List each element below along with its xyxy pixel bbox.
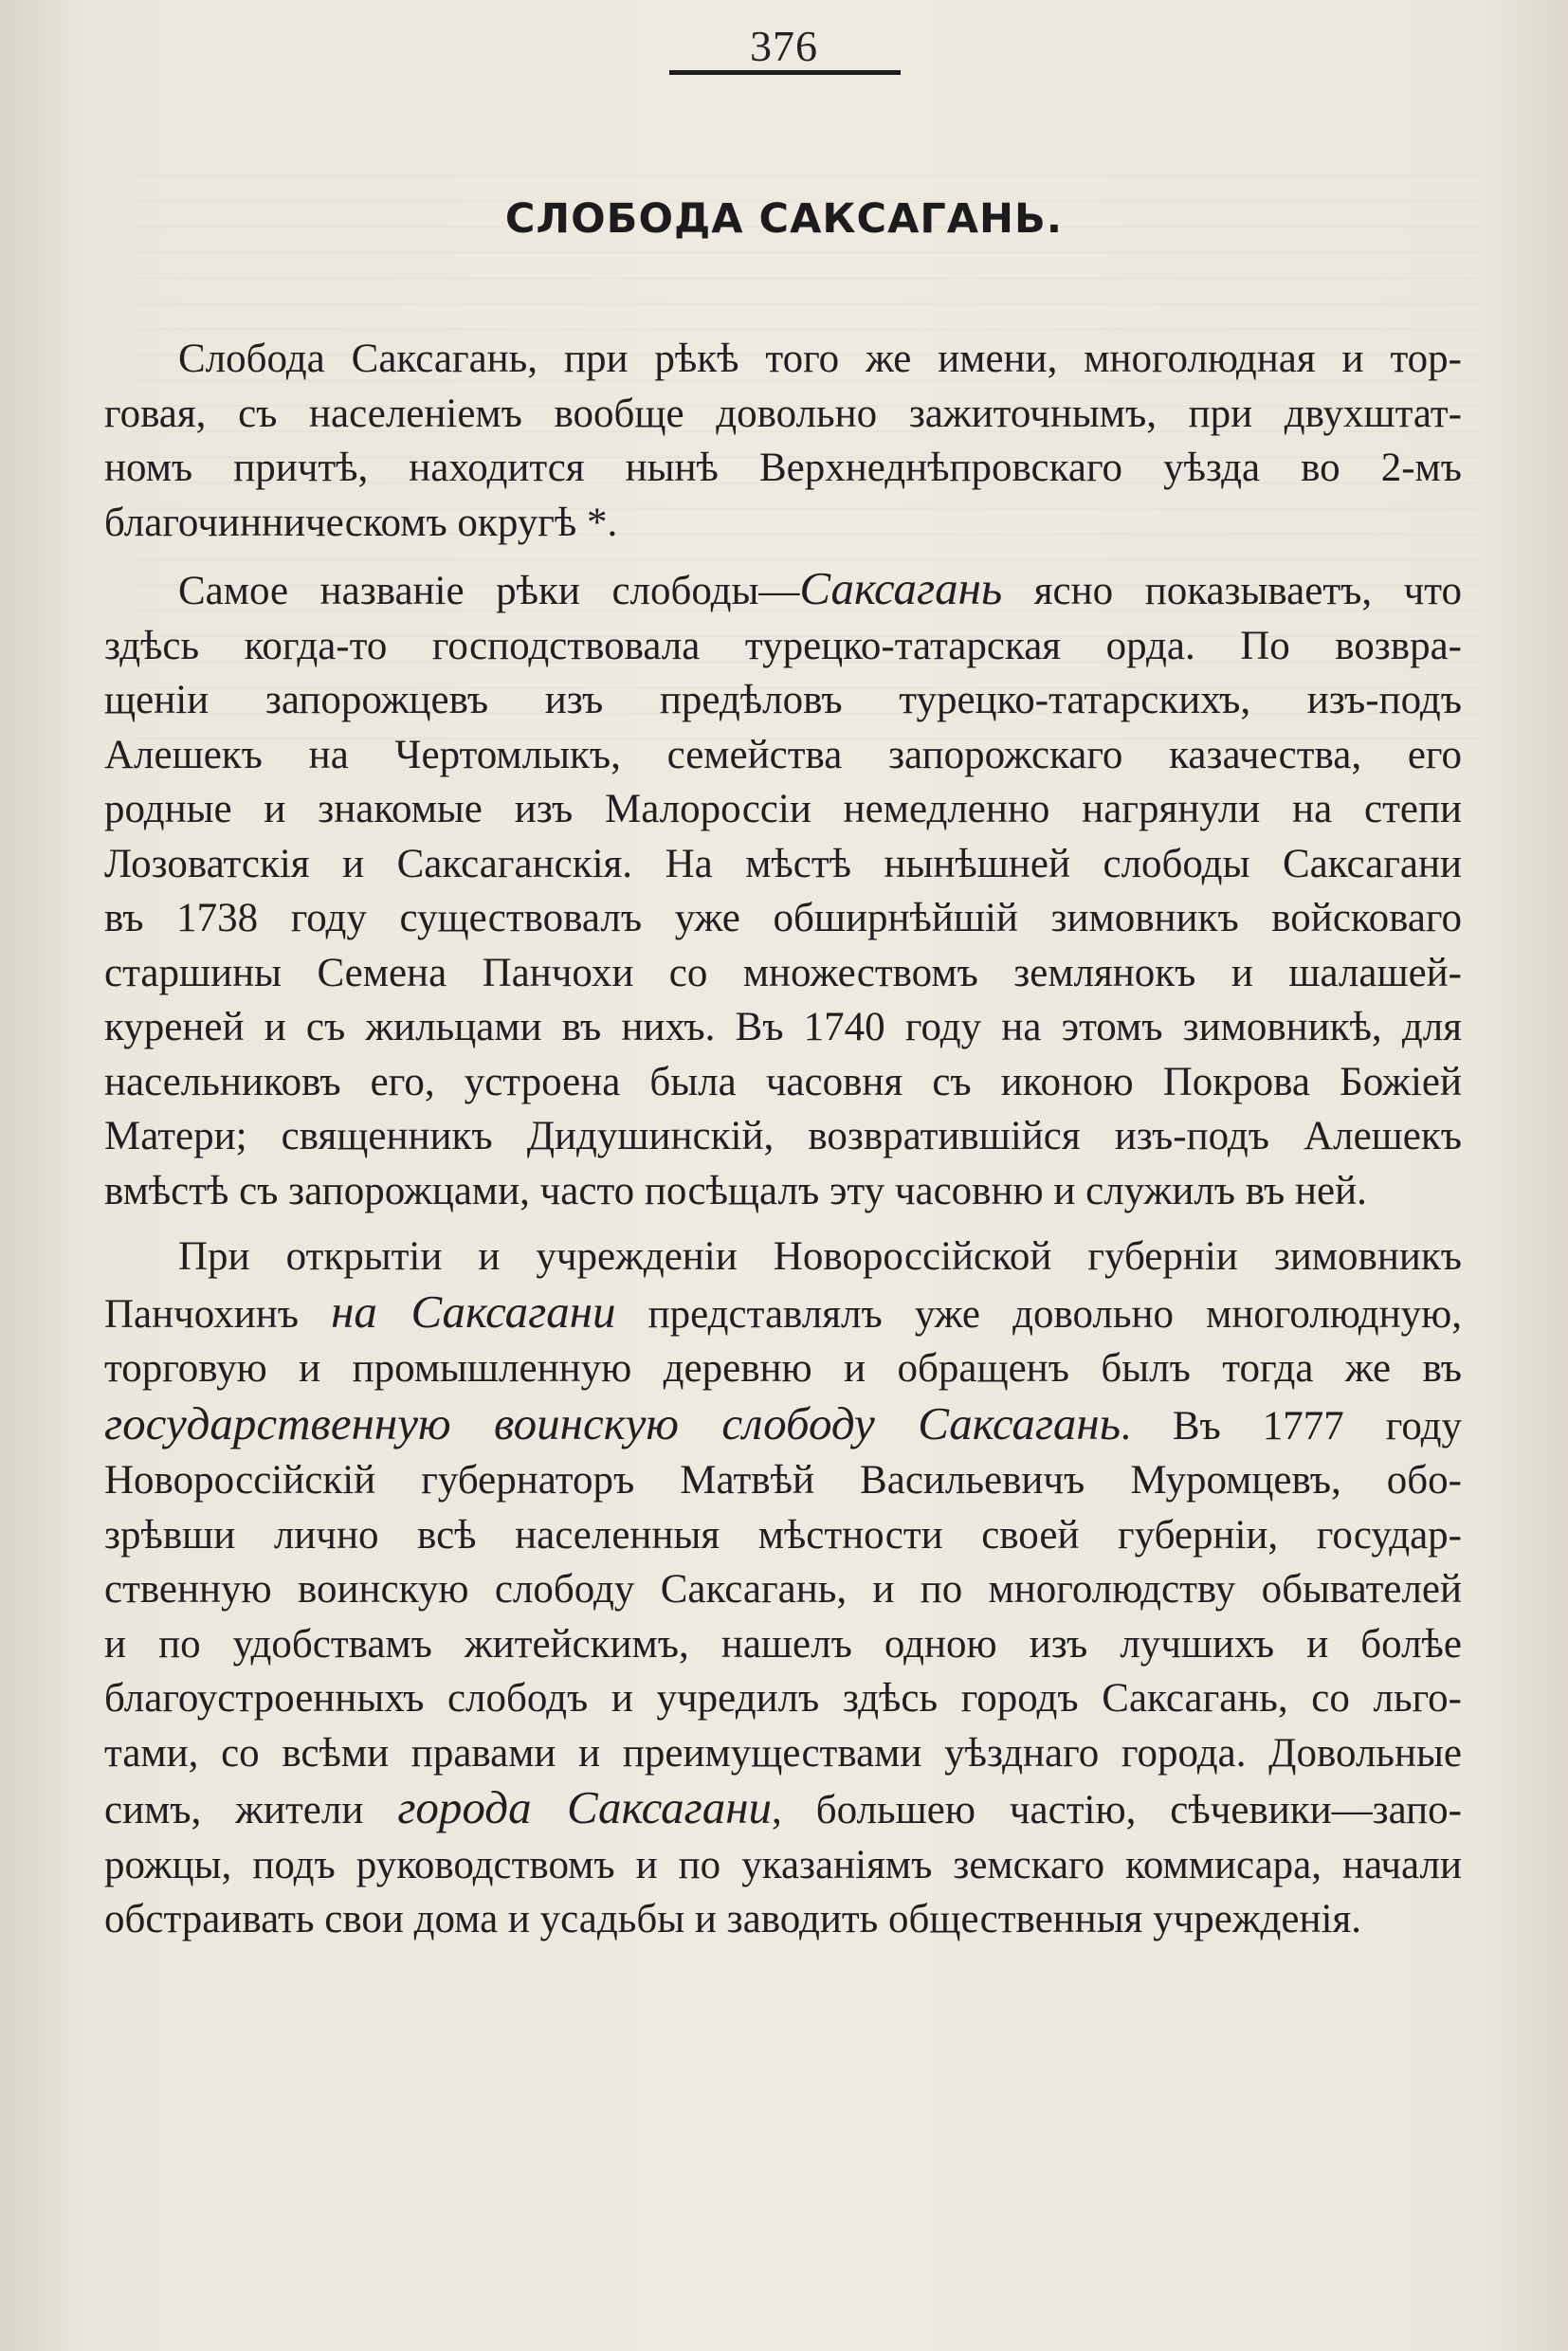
text-line (104, 837, 1462, 892)
text-line (104, 1838, 1462, 1893)
text-run: торговую и промышленную деревню и обращенъ былъ тогда же въ (104, 1346, 1462, 1391)
paragraph (104, 1230, 1462, 1947)
paragraph (104, 561, 1462, 1218)
text-run: обстраивать свои дома и усадьбы и заводить общественныя учрежденія. (104, 1897, 1361, 1941)
text-run: родные и знакомые изъ Малороссіи немедленно нагрянули на степи (104, 787, 1462, 831)
text-run: Матери; священникъ Дидушинскій, возвратившійся изъ-подъ Алешекъ (104, 1114, 1462, 1158)
paragraph (104, 332, 1462, 550)
italic-emphasis: Саксагань (799, 562, 1003, 614)
text-run: рожцы, подъ руководствомъ и по указаніямъ земскаго коммисара, начали (104, 1842, 1462, 1887)
text-line (104, 1164, 1462, 1219)
text-line (104, 1109, 1462, 1164)
text-run: благочинническомъ округѣ *. (104, 500, 618, 545)
text-run: Панчохинъ (104, 1291, 332, 1337)
italic-emphasis: государственную воинскую слободу Саксагань (104, 1396, 1121, 1449)
text-line (104, 1055, 1462, 1110)
italic-emphasis: на Саксагани (331, 1285, 616, 1338)
text-run: ясно показываетъ, что (1002, 569, 1462, 613)
body-text (104, 332, 1462, 1959)
text-line (104, 891, 1462, 946)
text-line (104, 1726, 1462, 1781)
text-run: представлялъ уже довольно многолюдную, (615, 1291, 1463, 1337)
text-line (104, 1671, 1462, 1726)
text-run: номъ причтѣ, находится нынѣ Верхнеднѣпровскаго уѣзда во 2-мъ (104, 446, 1462, 490)
text-run: насельниковъ его, устроена была часовня съ иконою Покрова Божіей (104, 1059, 1462, 1104)
text-run: Алешекъ на Чертомлыкъ, семейства запорожскаго казачества, его (104, 732, 1462, 777)
text-line (104, 1000, 1462, 1055)
text-line (104, 1617, 1462, 1672)
text-line (104, 619, 1462, 674)
text-line (104, 673, 1462, 728)
text-line (104, 1396, 1462, 1454)
text-line (104, 332, 1462, 387)
text-run: тами, со всѣми правами и преимуществами уѣзднаго города. Довольные (104, 1730, 1462, 1776)
text-run: . Въ 1777 году (1121, 1403, 1462, 1449)
text-line (104, 1341, 1462, 1396)
text-line (104, 561, 1462, 619)
section-heading: СЛОБОДА САКСАГАНЬ. (504, 195, 1064, 243)
text-run: благоустроенныхъ слободъ и учредилъ здѣсь городъ Саксагань, со льго- (104, 1676, 1462, 1721)
text-run: Лозоватскія и Саксаганскія. На мѣстѣ нынѣшней слободы Саксагани (104, 841, 1462, 886)
text-line (104, 1562, 1462, 1617)
page-number-rule (669, 70, 901, 75)
text-run: щеніи запорожцевъ изъ предѣловъ турецко-татарскихъ, изъ-подъ (104, 678, 1462, 722)
text-run: Новороссійскій губернаторъ Матвѣй Васильевичъ Муромцевъ, обо- (104, 1458, 1462, 1503)
text-line (104, 387, 1462, 442)
text-run: въ 1738 году существовалъ уже обширнѣйшій зимовникъ войсковаго (104, 896, 1462, 940)
text-line (104, 1285, 1462, 1342)
text-line (104, 1780, 1462, 1838)
text-line (104, 1508, 1462, 1563)
text-line (104, 1892, 1462, 1947)
text-run: и по удобствамъ житейскимъ, нашелъ одною изъ лучшихъ и болѣе (104, 1621, 1462, 1667)
text-line (104, 728, 1462, 783)
text-run: вмѣстѣ съ запорожцами, часто посѣщалъ эту часовню и служилъ въ ней. (104, 1168, 1367, 1213)
text-run: куреней и съ жильцами въ нихъ. Въ 1740 году на этомъ зимовникѣ, для (104, 1005, 1462, 1049)
text-run: говая, съ населеніемъ вообще довольно зажиточнымъ, при двухштат- (104, 391, 1462, 436)
italic-emphasis: города Саксагани (397, 1781, 773, 1833)
text-run: здѣсь когда-то господствовала турецко-татарская орда. По возвра- (104, 623, 1462, 668)
text-run: Самое названіе рѣки слободы— (178, 569, 800, 613)
text-line (104, 496, 1462, 551)
text-run: старшины Семена Панчохи со множествомъ землянокъ и шалашей- (104, 950, 1462, 995)
text-run: При открытіи и учрежденіи Новороссійской губерніи зимовникъ (178, 1234, 1462, 1279)
text-line (104, 1230, 1462, 1285)
text-line (104, 946, 1462, 1001)
text-run: , большею частію, сѣчевики—запо- (772, 1788, 1462, 1832)
text-line (104, 441, 1462, 496)
text-line (104, 782, 1462, 837)
text-run: симъ, жители (104, 1788, 398, 1832)
text-line (104, 1453, 1462, 1508)
text-run: Слобода Саксагань, при рѣкѣ того же имени, многолюдная и тор- (178, 337, 1462, 381)
page-number: 376 (750, 22, 818, 70)
text-run: зрѣвши лично всѣ населенныя мѣстности своей губерніи, государ- (104, 1512, 1462, 1558)
text-run: ственную воинскую слободу Саксагань, и по многолюдству обывателей (104, 1567, 1462, 1612)
